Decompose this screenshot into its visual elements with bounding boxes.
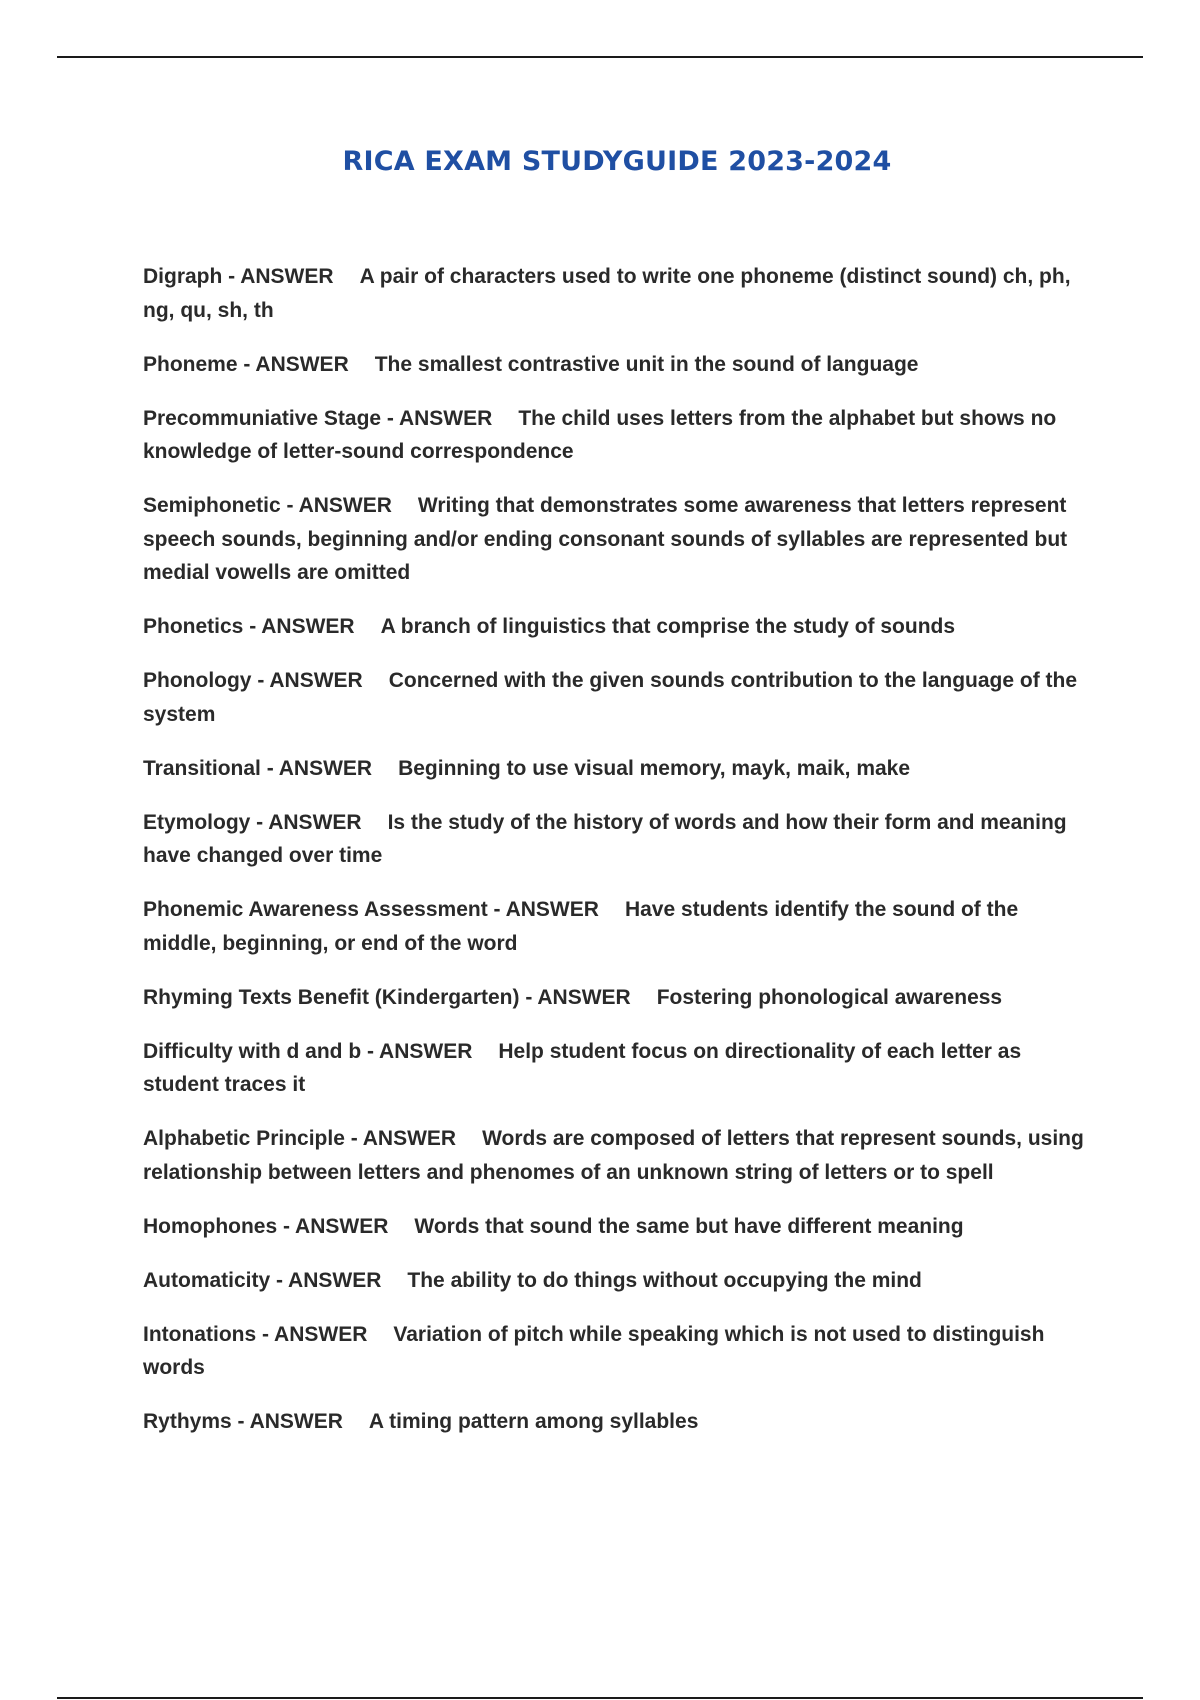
entry-definition: Fostering phonological awareness: [656, 985, 1003, 1009]
header-rule: [57, 56, 1143, 58]
flashcard-entry: [143, 752, 1088, 786]
entry-term: Alphabetic Principle - ANSWER: [143, 1127, 457, 1150]
entry-definition: A timing pattern among syllables: [368, 1410, 699, 1433]
flashcard-entry: [143, 1035, 1088, 1102]
entry-definition: The child uses letters from the alphabet but shows no knowledge of letter-sound correspondence: [143, 406, 1057, 463]
flashcard-entry: [143, 489, 1088, 590]
document-title: RICA EXAM STUDYGUIDE 2023-2024: [342, 146, 892, 177]
flashcard-entry: [143, 1122, 1088, 1189]
entry-definition: Writing that demonstrates some awareness that letters represent speech sounds, beginning and/or ending consonant sounds of syllables are represented but medial vowells are omitted: [143, 494, 1068, 584]
footer-rule: [57, 1697, 1143, 1699]
entry-definition: The ability to do things without occupying the mind: [407, 1268, 922, 1292]
entry-definition: Help student focus on directionality of each letter as student traces it: [143, 1039, 1022, 1096]
entry-definition: Have students identify the sound of the middle, beginning, or end of the word: [143, 898, 1019, 955]
flashcard-entry: [143, 1210, 1088, 1244]
entry-definition: Beginning to use visual memory, mayk, maik, make: [398, 756, 911, 780]
entry-term: Transitional - ANSWER: [143, 756, 373, 780]
entry-definition: Is the study of the history of words and how their form and meaning have changed over time: [143, 810, 1067, 867]
entry-definition: Concerned with the given sounds contribution to the language of the system: [143, 669, 1078, 726]
flashcard-entry: [143, 1405, 1088, 1439]
entry-term: Semiphonetic - ANSWER: [143, 494, 392, 517]
flashcard-entry: [143, 348, 1088, 382]
entry-term: Homophones - ANSWER: [143, 1214, 389, 1238]
flashcard-entry: [143, 260, 1088, 327]
entry-term: Intonations - ANSWER: [143, 1322, 368, 1346]
entry-term: Phonology - ANSWER: [143, 669, 363, 692]
entry-definition: Variation of pitch while speaking which is not used to distinguish words: [143, 1322, 1045, 1379]
flashcard-entry: [143, 664, 1088, 731]
flashcard-entry: [143, 981, 1088, 1015]
entry-term: Difficulty with d and b - ANSWER: [143, 1039, 473, 1063]
entry-term: Phonemic Awareness Assessment - ANSWER: [143, 898, 599, 921]
entry-term: Precommuniative Stage - ANSWER: [143, 406, 493, 430]
flashcard-entry: [143, 610, 1088, 644]
flashcard-entry: [143, 1318, 1088, 1385]
entry-definition: Words that sound the same but have different meaning: [414, 1214, 964, 1238]
entry-term: Rythyms - ANSWER: [143, 1410, 343, 1433]
entry-term: Phonetics - ANSWER: [143, 615, 355, 638]
entry-term: Phoneme - ANSWER: [143, 352, 349, 376]
entry-definition: The smallest contrastive unit in the sound of language: [374, 352, 919, 376]
entry-definition: A branch of linguistics that comprise the study of sounds: [380, 615, 956, 638]
flashcard-entry: [143, 1264, 1088, 1298]
flashcard-entry: [143, 806, 1088, 873]
entry-definition: Words are composed of letters that represent sounds, using relationship between letters and phenomes of an unknown string of letters or to spell: [143, 1127, 1084, 1184]
entry-term: Digraph - ANSWER: [143, 265, 334, 288]
entry-term: Automaticity - ANSWER: [143, 1268, 382, 1292]
flashcard-entry: [143, 893, 1088, 960]
flashcard-list: [143, 260, 1088, 1459]
entry-term: Etymology - ANSWER: [143, 810, 362, 834]
entry-definition: A pair of characters used to write one phoneme (distinct sound) ch, ph, ng, qu, sh, th: [143, 265, 1071, 322]
flashcard-entry: [143, 402, 1088, 469]
entry-term: Rhyming Texts Benefit (Kindergarten) - ANSWER: [143, 985, 631, 1009]
